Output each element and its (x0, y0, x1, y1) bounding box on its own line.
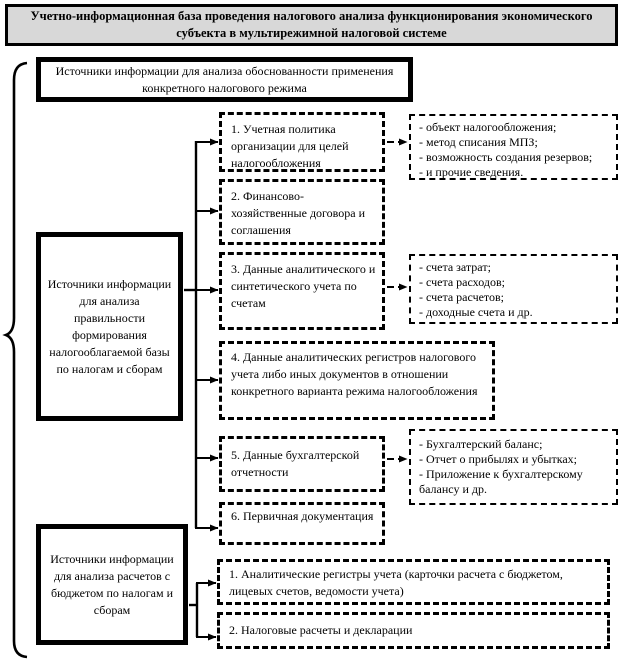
detail-item: - Бухгалтерский баланс; (419, 437, 543, 451)
source-box-6: 6. Первичная документация (219, 502, 385, 545)
detail-box-3 (409, 429, 618, 505)
detail-item: - доходные счета и др. (419, 305, 533, 319)
detail-box-2 (409, 254, 618, 324)
group-justification-label: Источники информации для анализа обоснованности применения конкретного налогового режима (55, 63, 394, 95)
detail-item: - метод списания МПЗ; (419, 135, 538, 149)
group-tax-base-label: Источники информации для анализа правильности формирования налогооблагаемой базы по налогам и сборам (47, 276, 172, 376)
group-budget-box (36, 524, 188, 645)
source-box-5: 5. Данные бухгалтерской отчетности (219, 436, 385, 492)
source-box-3: 3. Данные аналитического и синтетического учета по счетам (219, 252, 385, 330)
budget-source-box-2: 2. Налоговые расчеты и декларации (217, 612, 610, 649)
detail-item: - счета расчетов; (419, 290, 505, 304)
source-box-1: 1. Учетная политика организации для целей налогообложения (219, 112, 385, 172)
group-justification-box (36, 57, 413, 102)
budget-source-box-1: 1. Аналитические регистры учета (карточки расчета с бюджетом, лицевых счетов, ведомости учета) (217, 559, 610, 605)
curly-brace (6, 63, 27, 657)
detail-item: - счета затрат; (419, 260, 491, 274)
detail-item: - возможность создания резервов; (419, 150, 593, 164)
title-banner: Учетно-информационная база проведения налогового анализа функционирования экономического субъекта в мультирежимной налоговой системе (5, 4, 618, 46)
detail-item: - и прочие сведения. (419, 165, 524, 179)
group-budget-label: Источники информации для анализа расчетов с бюджетом по налогам и сборам (50, 551, 174, 617)
detail-item: - Отчет о прибылях и убытках; (419, 452, 578, 466)
detail-item: - счета расходов; (419, 275, 505, 289)
group-tax-base-box (36, 232, 183, 421)
detail-item: - Приложение к бухгалтерскому балансу и др. (419, 467, 583, 496)
source-box-4: 4. Данные аналитических регистров налогового учета либо иных документов в отношении конкретного варианта режима налогообложения (219, 341, 495, 420)
detail-item: - объект налогообложения; (419, 120, 557, 134)
detail-box-1 (409, 114, 618, 180)
source-box-2: 2. Финансово-хозяйственные договора и соглашения (219, 179, 385, 245)
